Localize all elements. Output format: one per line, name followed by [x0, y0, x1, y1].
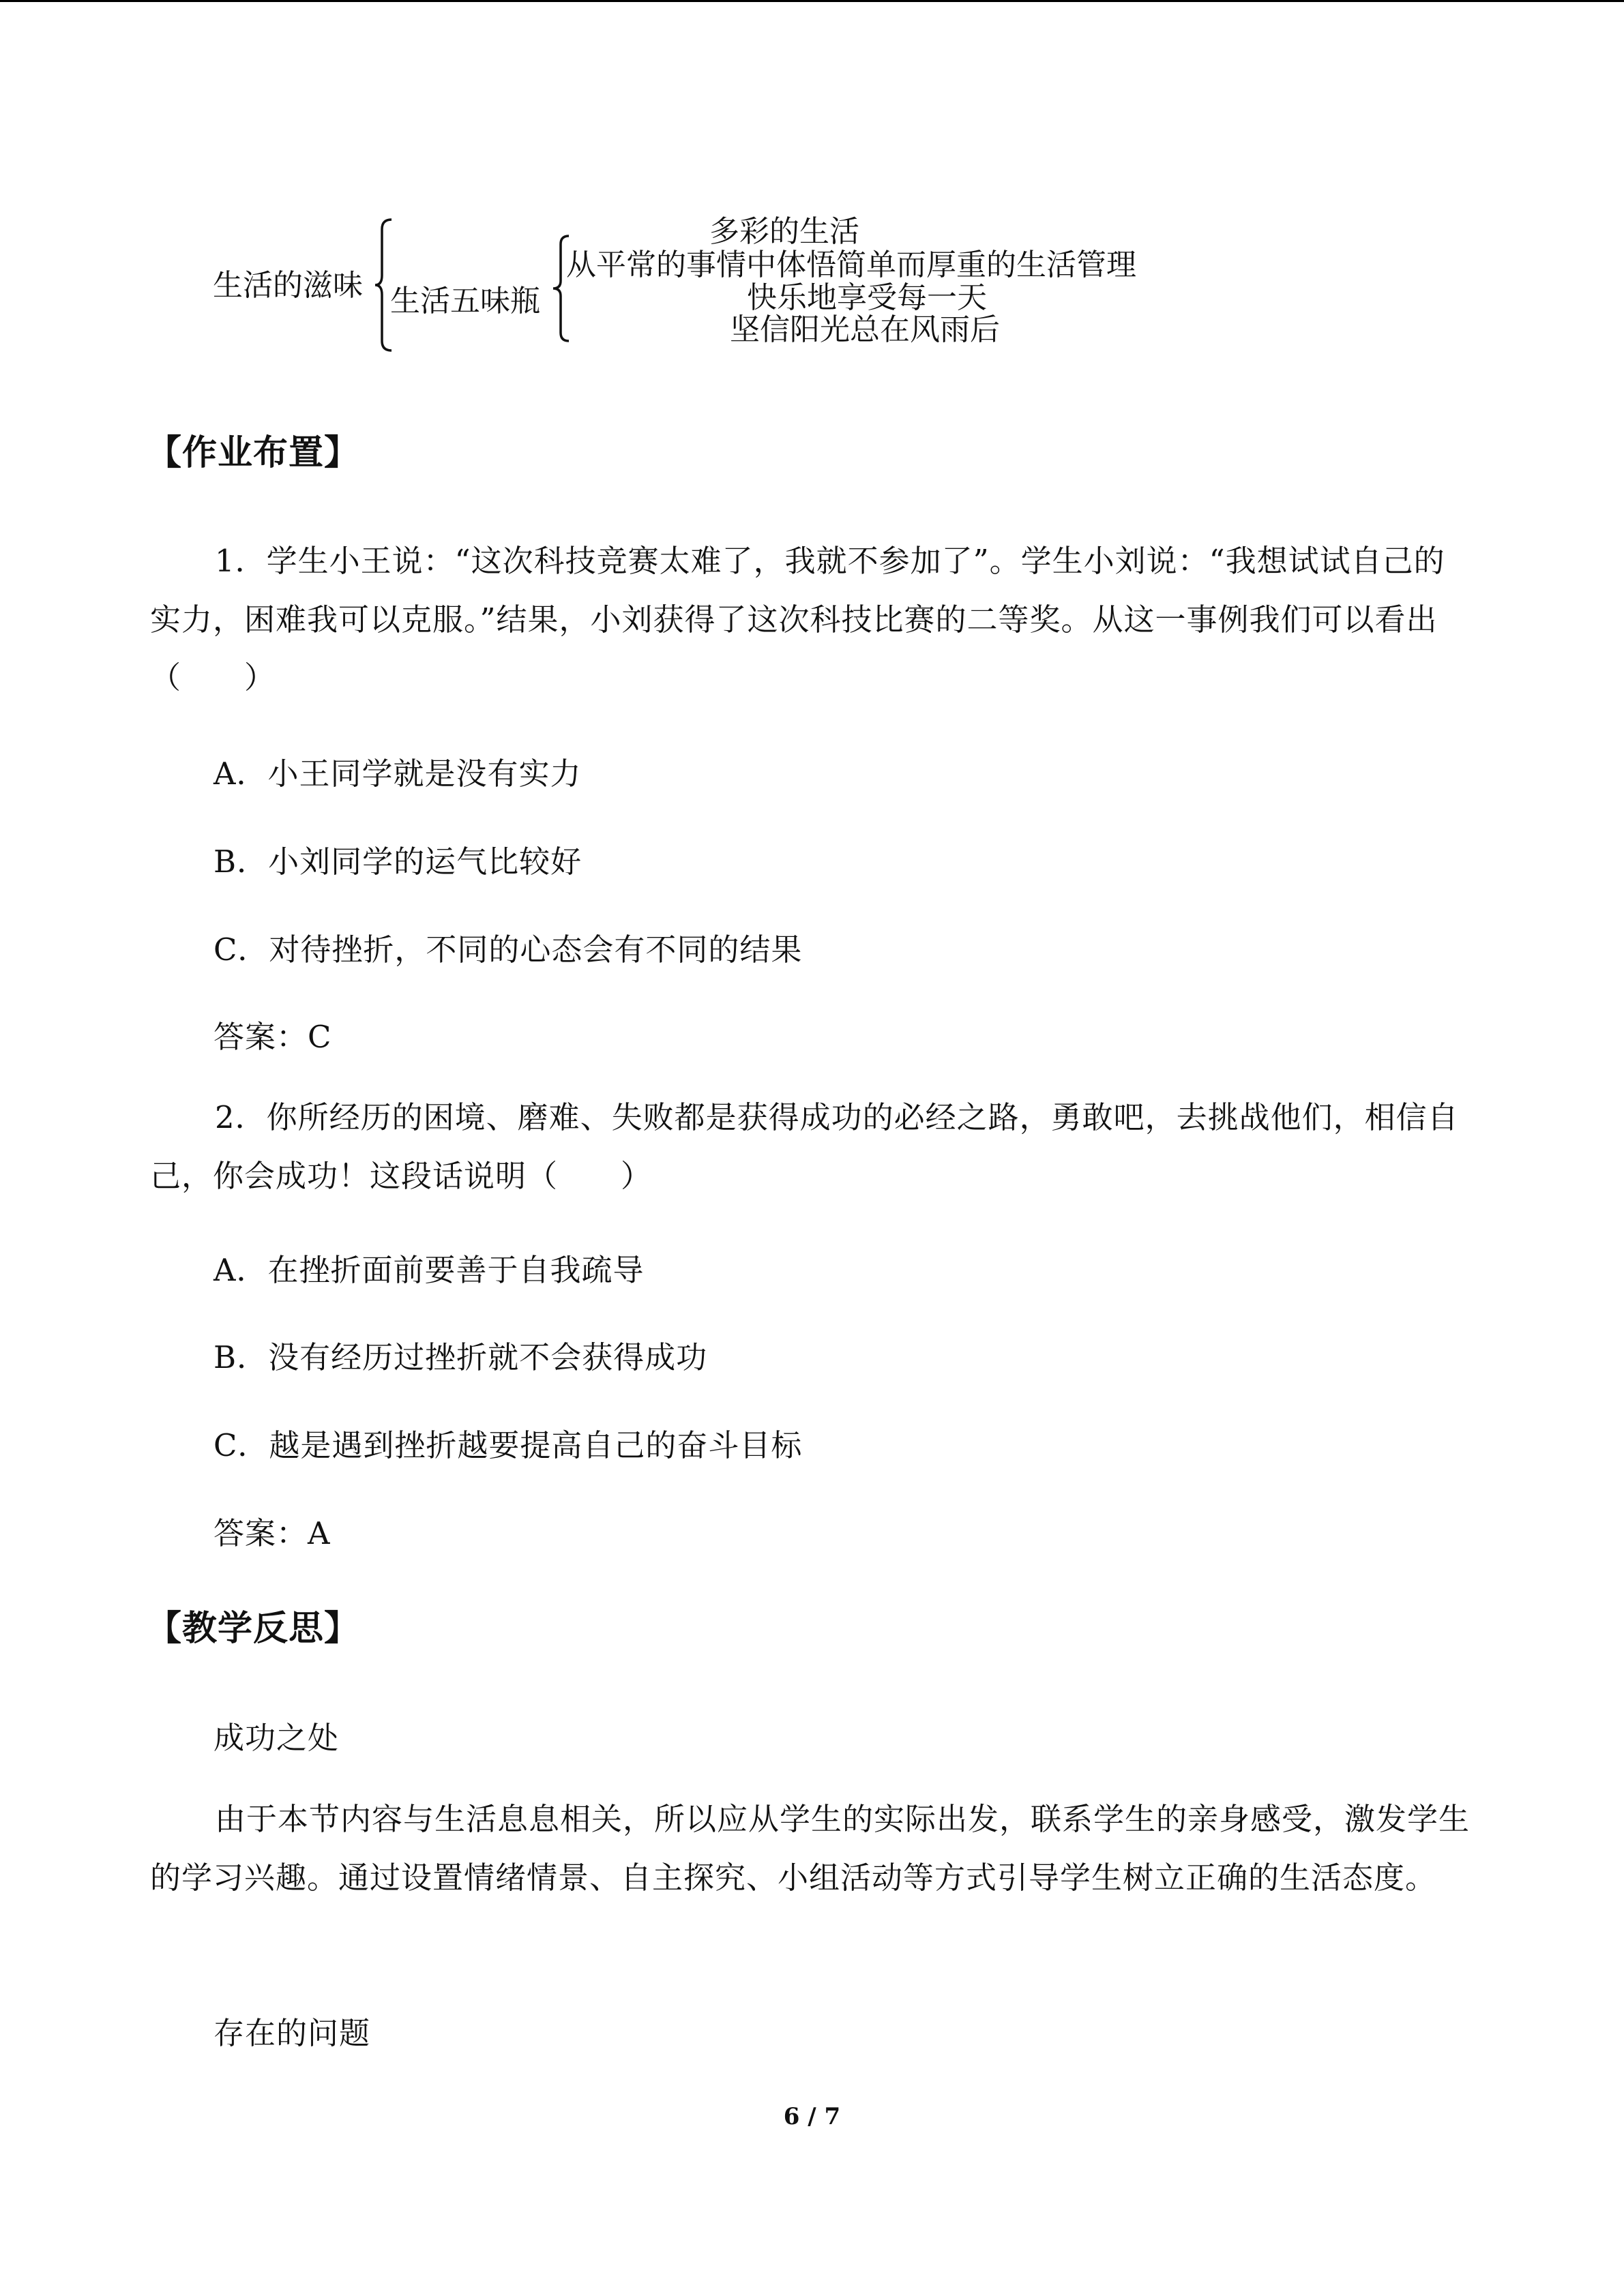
question-2-option-b: B．没有经历过挫折就不会获得成功	[213, 1339, 708, 1375]
diagram-branch: 生活五味瓶	[390, 284, 540, 318]
question-1-option-c: C．对待挫折，不同的心态会有不同的结果	[213, 931, 803, 968]
question-1-option-a: A．小王同学就是没有实力	[213, 756, 582, 792]
question-2-answer: 答案：A	[213, 1515, 331, 1551]
diagram-leaf-4: 坚信阳光总在风雨后	[730, 312, 1000, 347]
question-2-option-c: C．越是遇到挫折越要提高自己的奋斗目标	[213, 1427, 803, 1463]
page-top-border	[0, 0, 1624, 2]
reflection-success-title: 成功之处	[213, 1720, 340, 1756]
question-1-stem: 1．学生小王说：“这次科技竞赛太难了，我就不参加了”。学生小刘说：“我想试试自己的实力，困难我可以克服。”结果，小刘获得了这次科技比赛的二等奖。从这一事例我们可以看出（ ）	[150, 543, 1445, 696]
diagram-leaf-1: 多彩的生活	[709, 214, 859, 249]
diagram-leaf-2: 从平常的事情中体悟简单而厚重的生活管理	[566, 248, 1136, 282]
diagram-root: 生活的滋味	[213, 268, 363, 303]
diagram-leaf-3: 快乐地享受每一天	[747, 280, 987, 315]
question-2-stem: 2．你所经历的困境、磨难、失败都是获得成功的必经之路，勇敢吧，去挑战他们，相信自己，你会成功！这段话说明（ ）	[150, 1099, 1459, 1194]
reflection-heading: 【教学反思】	[147, 1608, 360, 1649]
page-number: 6 / 7	[783, 2103, 841, 2130]
question-1-option-b: B．小刘同学的运气比较好	[213, 844, 582, 880]
reflection-success-text: 由于本节内容与生活息息相关，所以应从学生的实际出发，联系学生的亲身感受，激发学生的学习兴趣。通过设置情绪情景、自主探究、小组活动等方式引导学生树立正确的生活态度。	[150, 1801, 1471, 1896]
homework-heading: 【作业布置】	[147, 432, 360, 473]
reflection-problems-title: 存在的问题	[213, 2015, 371, 2051]
question-1-answer: 答案：C	[213, 1019, 332, 1055]
question-2-option-a: A．在挫折面前要善于自我疏导	[213, 1252, 645, 1288]
